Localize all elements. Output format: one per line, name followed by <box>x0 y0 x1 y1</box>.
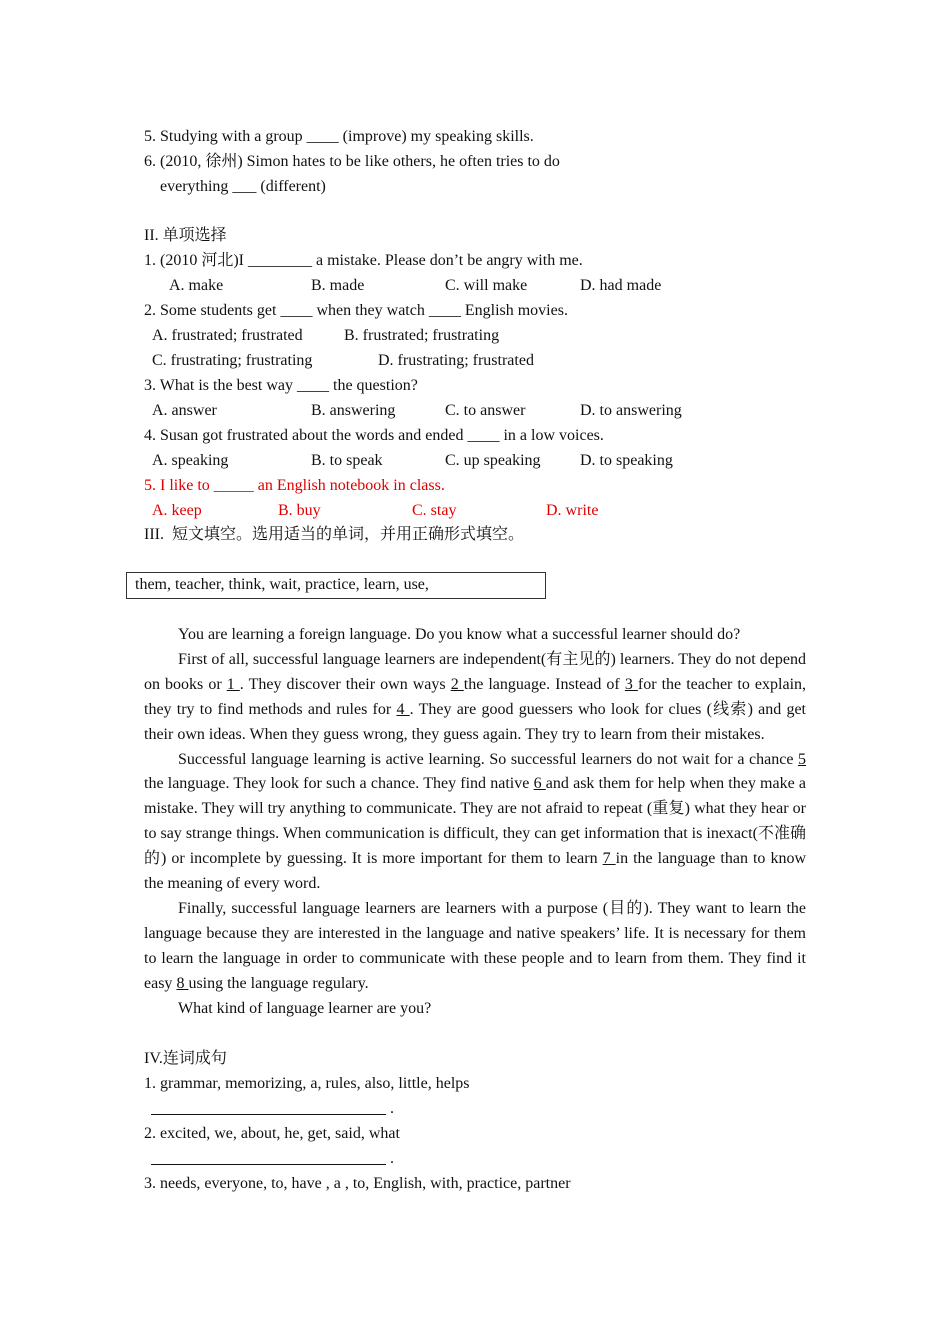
mc-5-option-a: A. keep <box>152 502 202 519</box>
mc-3-option-c: C. to answer <box>445 402 526 419</box>
mc-3-option-a: A. answer <box>152 402 217 419</box>
question-6: 6. (2010, 徐州) Simon hates to be like others, he often tries to do <box>144 153 560 170</box>
blank-6[interactable]: 6 <box>533 775 546 793</box>
mc-5-option-d: D. write <box>546 502 599 519</box>
blank-1[interactable]: 1 <box>226 675 240 693</box>
mc-2-option-b: B. frustrated; frustrating <box>344 327 500 344</box>
mc-4-option-b: B. to speak <box>311 452 383 469</box>
blank-8[interactable]: 8 <box>176 974 189 992</box>
mc-4-option-c: C. up speaking <box>445 452 541 469</box>
mc-1-option-a: A. make <box>169 277 224 294</box>
question-6-continued: everything ___ (different) <box>160 178 326 195</box>
word-box <box>126 572 546 599</box>
answer-line-1[interactable] <box>151 1114 386 1115</box>
passage-paragraph-1: You are learning a foreign language. Do you know what a successful learner should do? <box>178 626 741 643</box>
blank-7[interactable]: 7 <box>602 850 616 868</box>
mc-5-option-c: C. stay <box>412 502 457 519</box>
mc-1-option-c: C. will make <box>445 277 528 294</box>
passage <box>144 623 806 1022</box>
mc-1-option-d: D. had made <box>580 277 662 294</box>
passage-paragraph-3: Successful language learning is active learning. So successful learners do not wait for a chance 5 the language. They look for such a chance. They find native 6 and ask them for help when they make a mistake. They will try anything to communicate. They are not afraid to repeat (重复) what they hear or to say strange things. When communication is difficult, they can get information that is inexact(不准确的) or incomplete by guessing. It is more important for them to learn 7 in the language than to know the meaning of every word. <box>144 750 807 893</box>
sentence-question-2: 2. excited, we, about, he, get, said, what <box>144 1125 400 1142</box>
blank-2[interactable]: 2 <box>450 675 464 693</box>
mc-2-option-a: A. frustrated; frustrated <box>152 327 303 344</box>
mc-3-option-b: B. answering <box>311 402 396 419</box>
sentence-question-3: 3. needs, everyone, to, have , a , to, English, with, practice, partner <box>144 1175 571 1192</box>
section-4-heading: IV.连词成句 <box>144 1050 227 1067</box>
blank-5[interactable]: 5 <box>798 750 806 768</box>
word-box-text: them, teacher, think, wait, practice, learn, use, <box>135 576 429 593</box>
mc-question-1: 1. (2010 河北)I ________ a mistake. Please don’t be angry with me. <box>144 252 583 269</box>
sentence-question-1: 1. grammar, memorizing, a, rules, also, little, helps <box>144 1075 470 1092</box>
mc-4-option-d: D. to speaking <box>580 452 673 469</box>
mc-3-option-d: D. to answering <box>580 402 682 419</box>
answer-period-1: . <box>390 1100 394 1117</box>
passage-paragraph-5: What kind of language learner are you? <box>178 999 432 1017</box>
mc-5-option-b: B. buy <box>278 502 321 519</box>
mc-2-option-c: C. frustrating; frustrating <box>152 352 313 369</box>
mc-question-4: 4. Susan got frustrated about the words and ended ____ in a low voices. <box>144 427 604 444</box>
blank-4[interactable]: 4 <box>396 700 410 718</box>
mc-1-option-b: B. made <box>311 277 365 294</box>
mc-question-3: 3. What is the best way ____ the question? <box>144 377 418 394</box>
answer-line-2[interactable] <box>151 1164 386 1165</box>
passage-paragraph-4: Finally, successful language learners are learners with a purpose (目的). They want to learn the language because they are interested in the language and native speakers’ life. It is necessary for them to learn the language in order to communicate with these people and to learn from them. They find it easy 8 using the language regulary. <box>144 899 806 992</box>
question-5: 5. Studying with a group ____ (improve) my speaking skills. <box>144 128 534 145</box>
answer-period-2: . <box>390 1150 394 1167</box>
mc-2-option-d: D. frustrating; frustrated <box>378 352 534 369</box>
blank-3[interactable]: 3 <box>624 675 638 693</box>
mc-4-option-a: A. speaking <box>152 452 229 469</box>
mc-question-5: 5. I like to _____ an English notebook in class. <box>144 477 445 494</box>
passage-paragraph-2: First of all, successful language learners are independent(有主见的) learners. They do not depend on books or 1 . They discover their own ways 2 the language. Instead of 3 for the teacher to explain, they try to find methods and rules for 4 . They are good guessers who look for clues (线索) and get their own ideas. When they guess wrong, they guess again. They try to learn from their mistakes. <box>144 650 807 743</box>
section-2-heading: II. 单项选择 <box>144 227 227 244</box>
mc-question-2: 2. Some students get ____ when they watch ____ English movies. <box>144 302 568 319</box>
section-3-heading: III. 短文填空。选用适当的单词，并用正确形式填空。 <box>144 526 524 543</box>
